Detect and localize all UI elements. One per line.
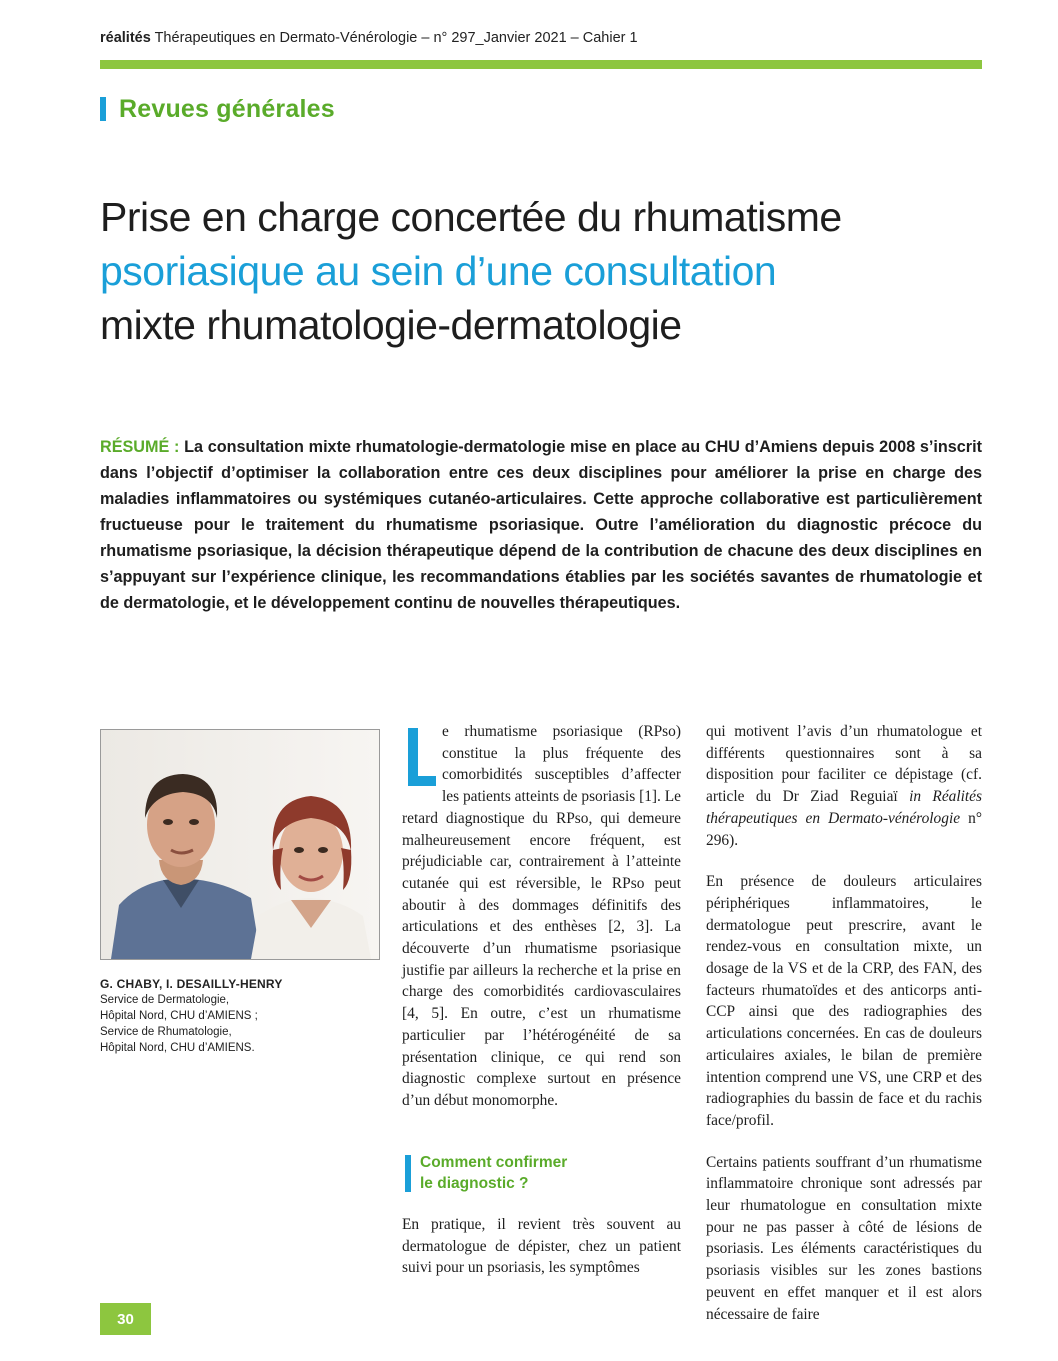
- header-rule: [100, 60, 982, 69]
- rubric-label: Revues générales: [119, 94, 335, 123]
- author-photo-illustration: [101, 730, 379, 959]
- affiliation-line: Service de Dermatologie,: [100, 994, 230, 1006]
- affiliation-line: Service de Rhumatologie,: [100, 1026, 232, 1038]
- subheading-line-2: le diagnostic ?: [420, 1175, 529, 1192]
- abstract-text: La consultation mixte rhumatologie-dermatologie mise en place au CHU d’Amiens depuis 2008 s’inscrit dans l’objectif d’optimiser la collaboration entre ces deux disciplines pour améliorer la prise en charge des maladies inflammatoires ou systémiques cutanéo-articulaires. Cette approche collaborative est particulièrement fructueuse pour le traitement du rhumatisme psoriasique. Outre l’amélioration du diagnostic précoce du rhumatisme psoriasique, la décision thérapeutique dépend de la contribution de chacune des deux disciplines en s’appuyant sur l’expérience clinique, les recommandations établies par les sociétés savantes de rhumatologie et de dermatologie, et le développement continu de nouvelles thérapeutiques.: [100, 438, 982, 612]
- paragraph: En pratique, il revient très souvent au dermatologue de dépister, chez un patient suivi pour un psoriasis, les symptômes: [402, 1216, 681, 1277]
- title-line-3: mixte rhumatologie-dermatologie: [100, 302, 682, 348]
- page-number: 30: [100, 1303, 151, 1335]
- running-header: [100, 30, 638, 46]
- section-rubric: [100, 92, 335, 126]
- title-line-1: Prise en charge concertée du rhumatisme: [100, 194, 842, 240]
- journal-brand: réalités: [100, 30, 151, 46]
- article-title: [100, 190, 990, 352]
- body-column-2: [402, 721, 681, 1112]
- paragraph-text: n° 296).: [706, 809, 982, 849]
- author-photo: [100, 729, 380, 960]
- intro-paragraph: e rhumatisme psoriasique (RPso) constitue la plus fréquente des comorbidités susceptibles d’affecter les patients atteints de psoriasis [1]. Le retard diagnostique du RPso, qui demeure malheureusement encore fréquent, est préjudiciable car, contrairement à l’atteinte cutanée qui est réversible, le RPso peut aboutir à des dommages définitifs des articulations et des enthèses [2, 3]. La découverte d’un rhumatisme psoriasique justifie par ailleurs la recherche et la prise en charge des comorbidités cardiovasculaires [4, 5]. En outre, c’est un rhumatisme particulier par l’hétérogénéité de sa présentation clinique, ce qui rend son diagnostic complexe surtout en présence d’un début monomorphe.: [402, 723, 681, 1109]
- author-names: G. CHABY, I. DESAILLY-HENRY: [100, 977, 283, 991]
- subheading-line-1: Comment confirmer: [420, 1154, 568, 1171]
- abstract-label: RÉSUMÉ :: [100, 438, 180, 456]
- dropcap: [402, 726, 438, 788]
- paragraph: Certains patients souffrant d’un rhumatisme inflammatoire chronique sont adressés par leur rhumatologue en consultation mixte pour ne pas passer à côté de lésions de psoriasis. Les éléments caractéristiques du psoriasis visibles sur les zones bastions peuvent en effet manquer et il est alors nécessaire de faire: [706, 1153, 982, 1323]
- subheading-bar: [405, 1155, 411, 1192]
- subheading: [402, 1150, 681, 1190]
- body-column-3: [706, 721, 982, 1325]
- rubric-bar: [100, 97, 106, 121]
- dropcap-letter: [402, 726, 438, 788]
- paragraph: [706, 721, 982, 851]
- subheading-text: [420, 1152, 567, 1194]
- abstract: [100, 434, 982, 616]
- author-block: [100, 976, 390, 1056]
- issue-info: Thérapeutiques en Dermato-Vénérologie – n° 297_Janvier 2021 – Cahier 1: [154, 30, 638, 46]
- affiliation-line: Hôpital Nord, CHU d’AMIENS ;: [100, 1010, 258, 1022]
- paragraph-text: qui motivent l’avis d’un rhumatologue et différents questionnaires sont à sa disposition pour faciliter ce dépistage (cf. article du Dr Ziad Reguiaï: [706, 723, 982, 806]
- paragraph: En présence de douleurs articulaires périphériques inflammatoires, le dermatologue peut prescrire, avant le rendez-vous en consultation mixte, un dosage de la VS et de la CRP, des FAN, des facteurs rhumatoïdes et des anticorps anti-CCP ainsi que des radiographies des articulations concernées. En cas de douleurs articulaires axiales, le bilan de première intention comprend une VS, une CRP et des radiographies du bassin de face et du rachis face/profil.: [706, 873, 982, 1129]
- title-line-2: psoriasique au sein d’une consultation: [100, 248, 777, 294]
- citation-italic: in Réalités thérapeutiques en Dermato-vénérologie: [706, 788, 982, 827]
- body-column-2-continued: [402, 1214, 681, 1279]
- affiliation-line: Hôpital Nord, CHU d’AMIENS.: [100, 1042, 255, 1054]
